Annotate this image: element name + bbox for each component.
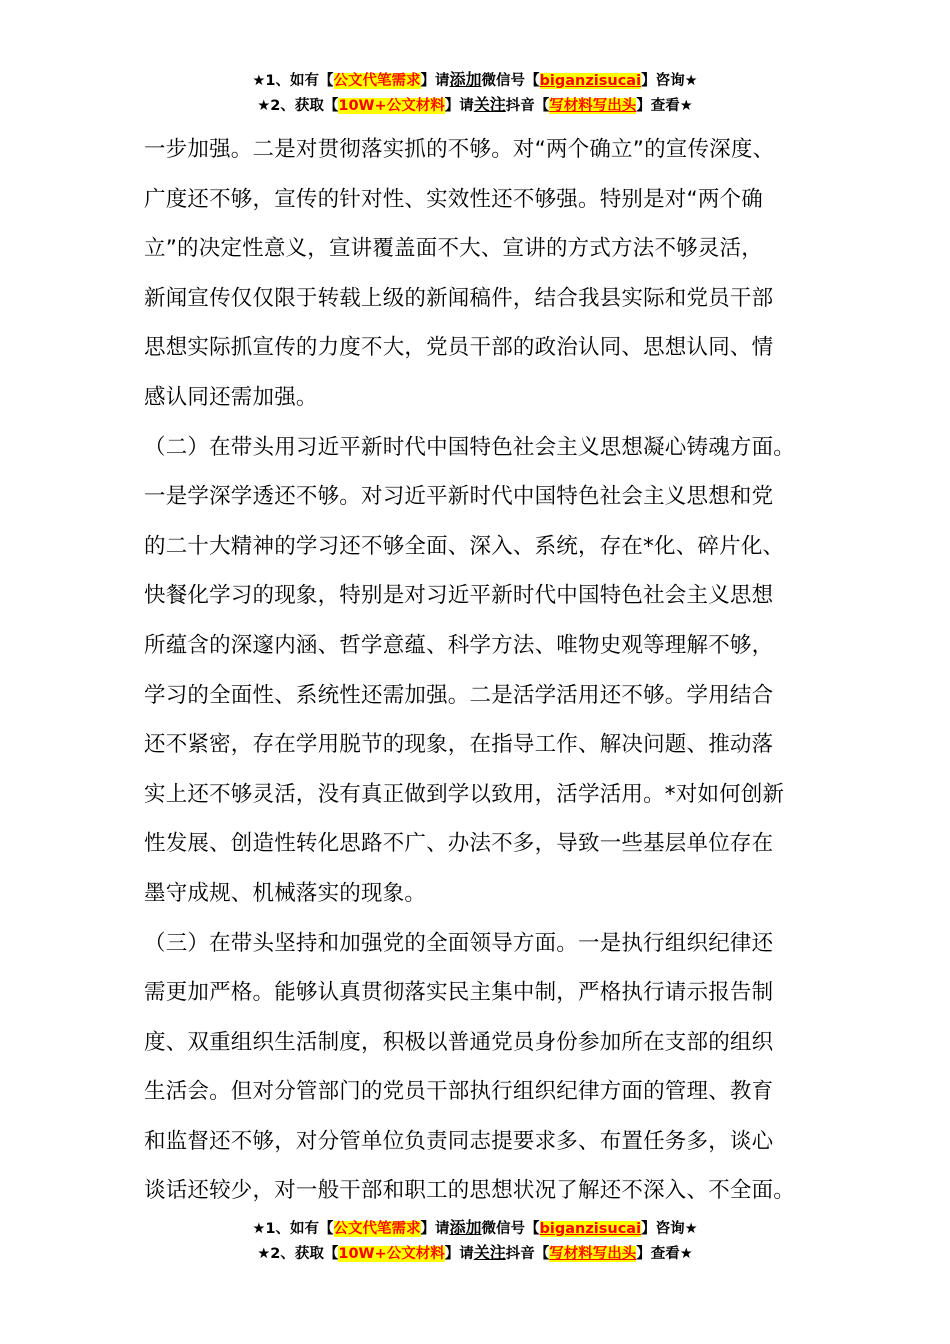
banner-text: 抖音【	[505, 1246, 550, 1262]
footer-banner	[0, 1216, 950, 1266]
body-line: 立”的决定性意义，宣讲覆盖面不大、宣讲的方式方法不够灵活，	[144, 236, 763, 262]
banner-text: 抖音【	[505, 98, 550, 114]
banner-text: ★2、获取【	[257, 98, 339, 114]
body-line: 快餐化学习的现象，特别是对习近平新时代中国特色社会主义思想	[144, 583, 774, 609]
body-line: 性发展、创造性转化思路不广、办法不多，导致一些基层单位存在	[144, 831, 774, 857]
body-line: 感认同还需加强。	[144, 384, 318, 410]
section-heading-3: （三）在带头坚持和加强党的全面领导方面。一是执行组织纪律还	[144, 930, 774, 956]
banner-text: 】请	[420, 1221, 450, 1237]
body-line: 谈话还较少，对一般干部和职工的思想状况了解还不深入、不全面。	[144, 1178, 796, 1204]
banner-line-1	[0, 68, 950, 93]
banner-text: ★1、如有【	[252, 73, 334, 89]
body-line: 生活会。但对分管部门的党员干部执行组织纪律方面的管理、教育	[144, 1079, 774, 1105]
header-banner	[0, 68, 950, 118]
body-line: 需更加严格。能够认真贯彻落实民主集中制，严格执行请示报告制	[144, 980, 774, 1006]
document-body	[144, 125, 824, 1216]
section-heading-2: （二）在带头用习近平新时代中国特色社会主义思想凝心铸魂方面。	[144, 434, 796, 460]
banner-underlined: 关注	[473, 95, 506, 114]
banner-text: ★1、如有【	[252, 1221, 334, 1237]
body-line: 的二十大精神的学习还不够全面、深入、系统，存在*化、碎片化、	[144, 533, 785, 559]
banner-wechat-id: biganzisucai	[539, 1221, 642, 1237]
banner-wechat-id: biganzisucai	[539, 73, 642, 89]
body-line: 学习的全面性、系统性还需加强。二是活学活用还不够。学用结合	[144, 682, 774, 708]
banner-highlight: 公文代笔需求	[333, 1221, 421, 1237]
body-line: 所蕴含的深邃内涵、哲学意蕴、科学方法、唯物史观等理解不够，	[144, 632, 774, 658]
banner-line-1	[0, 1216, 950, 1241]
banner-underlined: 添加	[449, 70, 482, 89]
body-line: 一是学深学透还不够。对习近平新时代中国特色社会主义思想和党	[144, 484, 774, 510]
banner-text: 微信号【	[481, 73, 540, 89]
banner-underlined: 关注	[473, 1243, 506, 1262]
body-line: 广度还不够，宣传的针对性、实效性还不够强。特别是对“两个确	[144, 186, 763, 212]
body-line: 墨守成规、机械落实的现象。	[144, 880, 427, 906]
banner-text: 】查看★	[636, 1246, 693, 1262]
banner-text: 】请	[420, 73, 450, 89]
banner-text: 】请	[444, 98, 474, 114]
banner-text: 】查看★	[636, 98, 693, 114]
banner-douyin-account: 写材料写出头	[549, 98, 637, 114]
banner-douyin-account: 写材料写出头	[549, 1246, 637, 1262]
banner-text: 】请	[444, 1246, 474, 1262]
body-line: 度、双重组织生活制度，积极以普通党员身份参加所在支部的组织	[144, 1029, 774, 1055]
body-line: 一步加强。二是对贯彻落实抓的不够。对“两个确立”的宣传深度、	[144, 137, 775, 162]
banner-highlight: 公文代笔需求	[333, 73, 421, 89]
banner-highlight: 10W+公文材料	[338, 98, 445, 114]
banner-text: 】咨询★	[641, 1221, 698, 1237]
banner-highlight: 10W+公文材料	[338, 1246, 445, 1262]
banner-line-2	[0, 1241, 950, 1266]
banner-text: ★2、获取【	[257, 1246, 339, 1262]
banner-text: 】咨询★	[641, 73, 698, 89]
banner-line-2	[0, 93, 950, 118]
body-line: 实上还不够灵活，没有真正做到学以致用，活学活用。*对如何创新	[144, 781, 785, 807]
body-line: 思想实际抓宣传的力度不大，党员干部的政治认同、思想认同、情	[144, 335, 774, 361]
banner-underlined: 添加	[449, 1218, 482, 1237]
body-line: 和监督还不够，对分管单位负责同志提要求多、布置任务多，谈心	[144, 1128, 774, 1154]
body-line: 还不紧密，存在学用脱节的现象，在指导工作、解决问题、推动落	[144, 732, 774, 758]
banner-text: 微信号【	[481, 1221, 540, 1237]
body-line: 新闻宣传仅仅限于转载上级的新闻稿件，结合我县实际和党员干部	[144, 285, 774, 311]
